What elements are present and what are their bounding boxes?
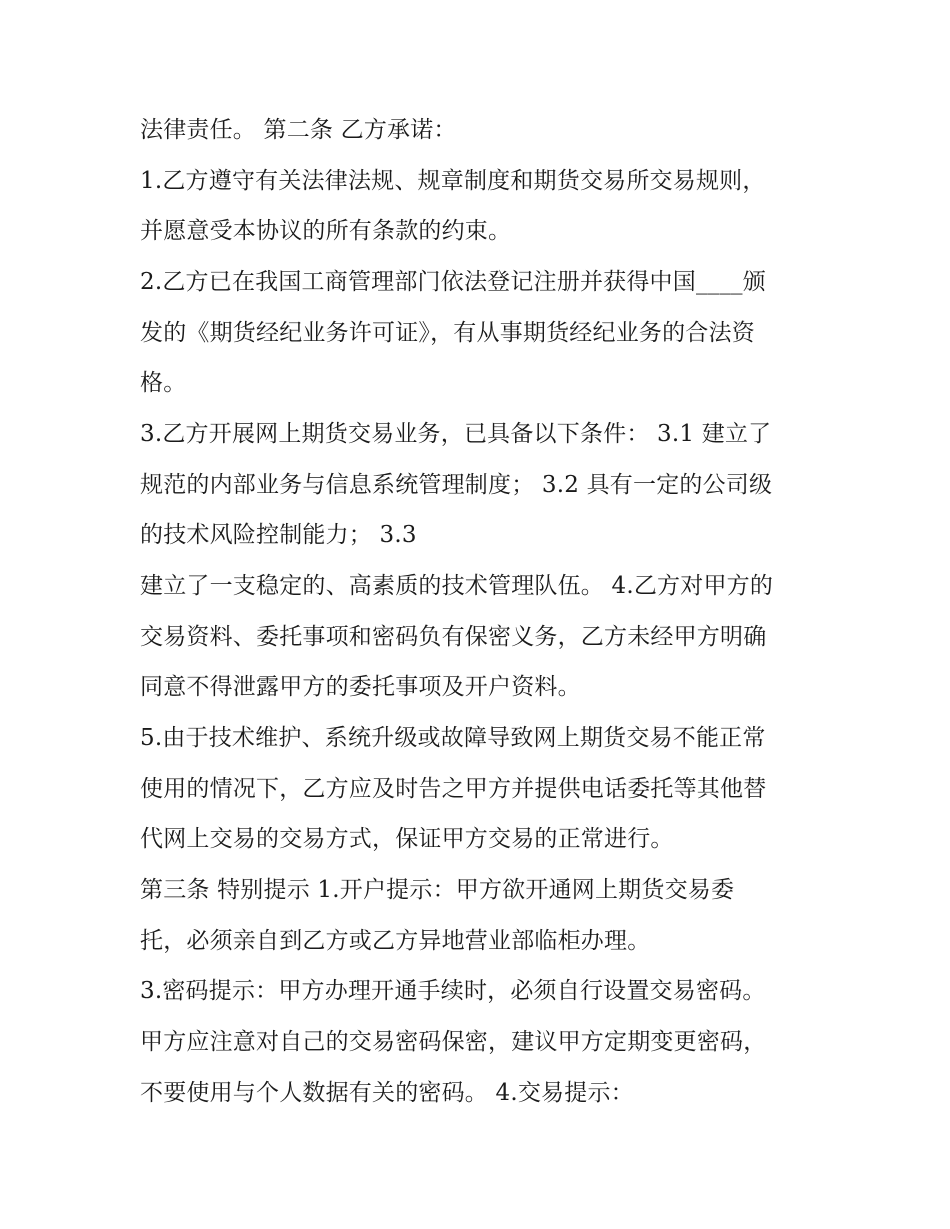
- text-line: 2.乙方已在我国工商管理部门依法登记注册并获得中国____颁: [140, 269, 766, 295]
- text-line: 的技术风险控制能力； 3.3: [140, 522, 417, 548]
- text-line: 并愿意受本协议的所有条款的约束。: [140, 218, 512, 244]
- text-line: 3.密码提示：甲方办理开通手续时，必须自行设置交易密码。: [140, 978, 766, 1004]
- text-line: 格。: [140, 370, 187, 396]
- text-line: 3.乙方开展网上期货交易业务，已具备以下条件： 3.1 建立了: [140, 421, 772, 447]
- text-line: 5.由于技术维护、系统升级或故障导致网上期货交易不能正常: [140, 725, 766, 751]
- text-line: 使用的情况下，乙方应及时告之甲方并提供电话委托等其他替: [140, 776, 767, 802]
- text-line: 托，必须亲自到乙方或乙方异地营业部临柜办理。: [140, 928, 651, 954]
- text-line: 建立了一支稳定的、高素质的技术管理队伍。 4.乙方对甲方的: [140, 573, 774, 599]
- text-line: 交易资料、委托事项和密码负有保密义务，乙方未经甲方明确: [140, 624, 767, 650]
- text-line: 代网上交易的交易方式，保证甲方交易的正常进行。: [140, 826, 674, 852]
- text-line: 甲方应注意对自己的交易密码保密，建议甲方定期变更密码，: [140, 1029, 767, 1055]
- text-line: 第三条 特别提示 1.开户提示：甲方欲开通网上期货交易委: [140, 877, 735, 903]
- text-line: 发的《期货经纪业务许可证》，有从事期货经纪业务的合法资: [140, 320, 755, 346]
- text-line: 不要使用与个人数据有关的密码。 4.交易提示：: [140, 1080, 634, 1106]
- text-line: 同意不得泄露甲方的委托事项及开户资料。: [140, 674, 581, 700]
- text-line: 1.乙方遵守有关法律法规、规章制度和期货交易所交易规则，: [140, 168, 766, 194]
- text-line: 法律责任。 第二条 乙方承诺：: [140, 117, 457, 143]
- text-line: 规范的内部业务与信息系统管理制度； 3.2 具有一定的公司级: [140, 472, 773, 498]
